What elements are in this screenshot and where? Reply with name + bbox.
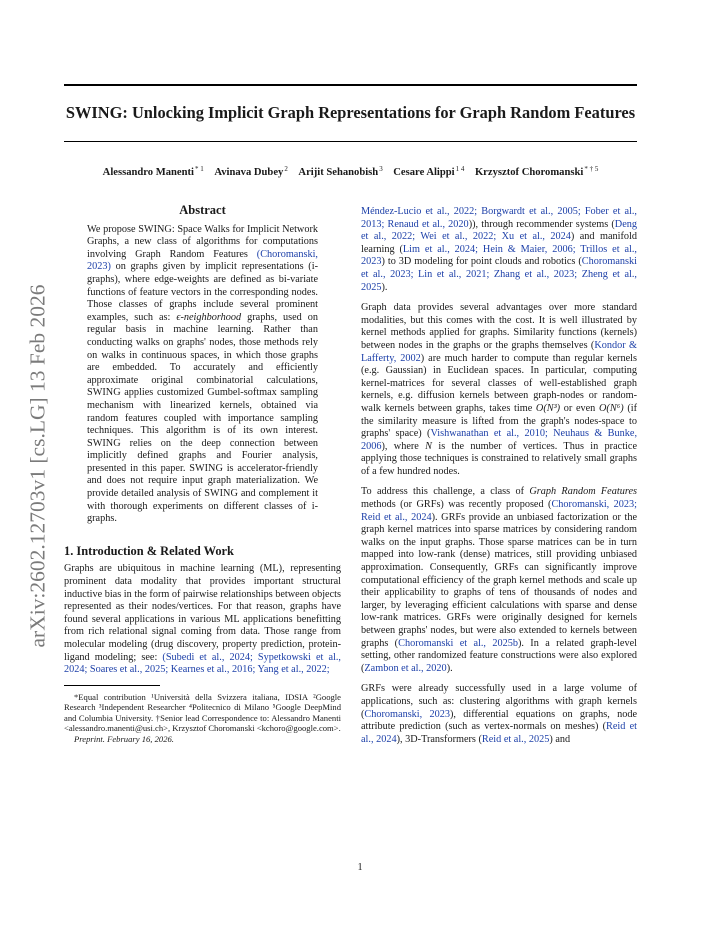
body-paragraph [361,302,637,478]
author-affiliation-marker: 1 4 [455,165,465,173]
author [103,167,204,178]
introduction-paragraph [64,563,341,676]
text-run: )), through recommender systems ( [468,218,615,230]
text-run: We propose SWING: Space Walks for Implicit Network Graphs, a new class of algorithms for computations involving Graph Random Features [87,223,318,260]
right-column [361,206,637,754]
paper-title: SWING: Unlocking Implicit Graph Representations for Graph Random Features [65,103,636,122]
citation-link[interactable]: Reid et al., 2024 [361,721,637,745]
citation-link[interactable]: (Subedi et al., 2024; Sypetkowski et al., 2024; Soares et al., 2025; Kearnes et al., 2016; Yang et al., 2022; [64,651,341,676]
text-run: or even [560,402,599,414]
body-paragraph [361,683,637,746]
text-run: Graph Random Features [529,486,637,498]
citation-link[interactable]: Reid et al., 2025 [481,733,550,745]
text-run: Graphs are ubiquitous in machine learning (ML), representing prominent data modality that provides important structural inductive bias in the form of pairwise relationships between objects represented as their nodes/vertices. For that reason, graphs have found several applications in various ML applications benefitting from rich relational signal coming from data. Those range from molecular modeling (drug discovery, property prediction, protein-ligand modeling; see: [64,563,341,663]
citation-link[interactable]: Vishwanathan et al., 2010; Neuhaus & Bunke, 2006 [361,428,638,452]
text-run: O(N³) [535,402,561,414]
text-run: on graphs given by implicit representations (i-graphs), where edge-weights are defined as bi-variate functions of feature vectors in the corresponding nodes. Those classes of graphs include several prominent examples, such as: [87,261,318,323]
body-paragraph [361,486,637,675]
text-run: ). In a related graph-level setting, other randomized feature constructions were also explored ( [361,637,638,674]
arxiv-identifier: arXiv:2602.12703v1 [cs.LG] 13 Feb 2026 [25,284,50,648]
citation-link[interactable]: Choromanski et al., 2023; Lin et al., 2021; Zhang et al., 2023; Zheng et al., 2025 [361,256,637,293]
body-paragraph [361,206,637,294]
author [214,167,287,178]
text-run: ), where [381,440,426,452]
citation-link[interactable]: Lim et al., 2024; Hein & Maier, 2006; Trillos et al., 2023 [361,243,637,268]
footnote-rule [64,685,160,686]
author-affiliation-marker: * 1 [195,165,204,173]
citation-link[interactable]: Kondor & Lafferty, 2002 [361,339,637,364]
text-run: GRFs were already successfully used in a large volume of applications, such as: clustering algorithms with graph kernels ( [361,683,637,720]
text-run: methods (or GRFs) was recently proposed ( [361,499,552,511]
text-run: graphs, used on regular basis in machine learning. Rather than conducting walks on graphs' nodes, those methods rely on walks in continuous spaces, in which those graphs are embedded. To accurately and efficiently approximate original combinatorial calculations, SWING applies customized Gumbel-softmax sampling mechanism with linearized kernels, obtained via random features coupled with importance sampling techniques. This algorithm is of its own interest. SWING relies on the deep connection between implicitly defined graphs and Fourier analysis, presented in this paper. SWING is accelerator-friendly and does not require input graph materialization. We provide detailed analysis of SWING and complement it with thorough experiments on different classes of i-graphs. [87,311,318,525]
arxiv-stamp [14,256,62,676]
citation-link[interactable]: Choromanski et al., 2025b [398,637,518,649]
abstract-heading: Abstract [179,203,226,217]
title-bottom-rule [64,141,637,142]
citation-link[interactable]: Méndez-Lucio et al., 2022; Borgwardt et al., 2005; Fober et al., 2013; Renaud et al., 2020 [361,206,637,230]
text-run: ), differential equations on graphs, node attribute prediction (such as vertex-normals on meshes) ( [361,708,638,733]
text-run: ) and [549,733,571,745]
text-run: ), 3D-Transformers ( [396,733,482,745]
author-name: Cesare Alippi [393,167,455,178]
text-run: ). GRFs provide an unbiased factorization or the graph kernel matrices into sparse matrices by considering random walks on the input graphs. Those sparse matrices can be in turn mapped into low-rank (dense) matrices, still providing unbiased approximation. Consequently, GRFs can significantly improve computational efficiency of the graph kernel methods and scale up their applicability to graphs of tens of thousands of nodes and larger, by leveraging efficient calculations with sparse and dense low-rank matrices. GRFs were originally designed for kernels between graphs' nodes, but were also extended to kernels between graphs ( [361,511,637,649]
affiliation-footnote: *Equal contribution ¹Università della Svizzera italiana, IDSIA ²Google Research ³Independent Researcher ⁴Politecnico di Milano ⁵Google DeepMind and Columbia University. †Senior lead Correspondence to: Alessandro Manenti <alessandro.manenti@usi.ch>, Krzysztof Choromanski <kchoro@google.com>. [64,691,341,734]
text-run: Graph data provides several advantages over more standard modalities, but this comes with the cost. It is well illustrated by kernel methods applied for graphs. Similarity functions (kernels) between nodes in the graphs or the graphs themselves ( [361,302,637,351]
abstract-body [87,224,318,526]
text-run: ). [381,281,388,293]
text-run: (if the similarity measure is lifted from the graph's nodes-space to graphs' space) ( [361,402,637,440]
preprint-date: Preprint. February 16, 2026. [74,733,174,744]
text-run: is the number of vertices. Thus in practice applying those techniques is constrained to relatively small graphs of a few hundred nodes. [361,440,637,477]
top-rule [64,84,637,86]
citation-link[interactable]: Zambon et al., 2020 [364,662,447,674]
section-heading-introduction: 1. Introduction & Related Work [64,543,234,558]
text-run: ) to 3D modeling for point clouds and robotics ( [381,256,582,268]
text-run: ) and manifold learning ( [361,231,637,255]
text-run: N [425,440,433,452]
text-run: To address this challenge, a class of [361,486,530,498]
author-affiliation-marker: 2 [284,165,288,173]
author [475,167,598,178]
author [393,167,464,178]
text-run: ) are much harder to compute than regular kernels (e.g. Gaussian) in Euclidean spaces. In particular, computing kernel-matrices for several classes of well-established graph kernels, e.g. diffusion kernels between graph-nodes or random-walk kernels between graphs, takes time [361,352,637,414]
author-name: Alessandro Manenti [102,167,195,178]
text-run: O(N⁶) [599,402,624,414]
citation-link[interactable]: Choromanski, 2023 [364,708,450,720]
author-affiliation-marker: * † 5 [584,165,599,173]
left-column [64,204,341,745]
citation-link[interactable]: (Choromanski, 2023) [87,248,318,273]
author [298,167,382,178]
page-number: 1 [357,862,363,873]
author-name: Arijit Sehanobish [298,167,379,178]
footnotes [64,692,341,745]
author-affiliation-marker: 3 [379,165,383,173]
author-list [64,165,637,178]
author-name: Krzysztof Choromanski [474,167,584,178]
citation-link[interactable]: Choromanski, 2023; Reid et al., 2024 [361,499,637,523]
author-name: Avinava Dubey [214,167,284,178]
text-run: ). [446,662,453,674]
text-run: ϵ-neighborhood [176,311,242,323]
citation-link[interactable]: Deng et al., 2022; Wei et al., 2022; Xu et al., 2024 [361,218,637,243]
